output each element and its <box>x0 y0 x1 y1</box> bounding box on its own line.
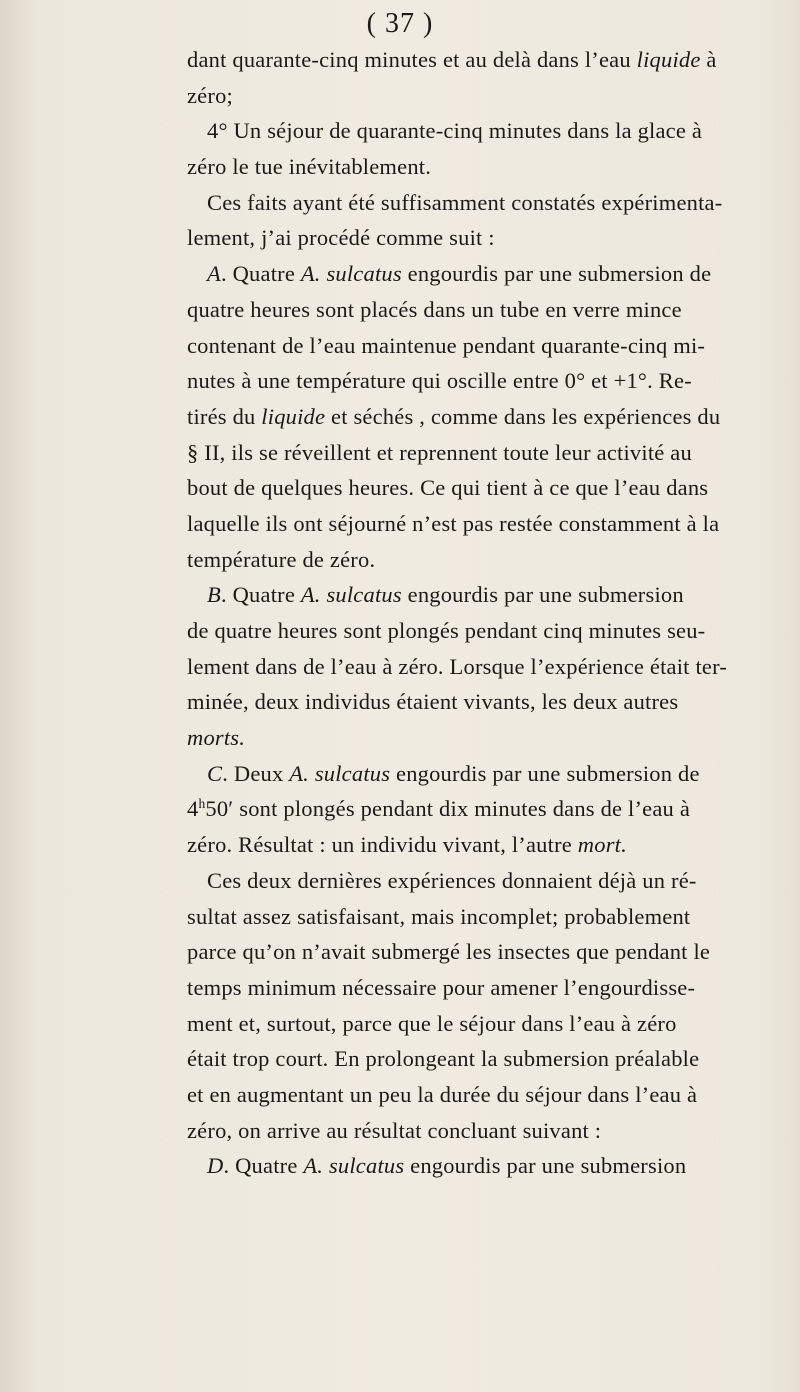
page-number: ( 37 ) <box>366 8 434 39</box>
text-line: C. Deux A. sulcatus engourdis par une submersion de <box>207 760 700 786</box>
text-line: A. Quatre A. sulcatus engourdis par une submersion de <box>207 261 712 287</box>
text-line: dant quarante-cinq minutes et au delà dans l’eau liquide à <box>187 47 717 72</box>
text-line: de quatre heures sont plongés pendant cinq minutes seu- <box>187 618 706 643</box>
text-line: Ces deux dernières expériences donnaient déjà un ré- <box>207 867 697 893</box>
text-line: morts. <box>187 725 246 751</box>
text-line: zéro. Résultat : un individu vivant, l’autre mort. <box>187 832 627 858</box>
text-line: D. Quatre A. sulcatus engourdis par une submersion <box>207 1153 687 1179</box>
text-line: ment et, surtout, parce que le séjour dans l’eau à zéro <box>187 1010 677 1036</box>
text-line: 4° Un séjour de quarante-cinq minutes dans la glace à <box>207 118 703 144</box>
text-line: laquelle ils ont séjourné n’est pas restée constamment à la <box>187 510 720 536</box>
text-line: température de zéro. <box>187 546 376 572</box>
text-line: B. Quatre A. sulcatus engourdis par une submersion <box>207 582 684 608</box>
text-line: § II, ils se réveillent et reprennent toute leur activité au <box>187 439 692 465</box>
text-line: Ces faits ayant été suffisamment constatés expérimenta- <box>207 189 723 215</box>
text-line: et en augmentant un peu la durée du séjour dans l’eau à <box>187 1081 698 1107</box>
text-line: était trop court. En prolongeant la submersion préalable <box>187 1046 700 1072</box>
text-line: temps minimum nécessaire pour amener l’engourdisse- <box>187 974 696 1000</box>
text-line: zéro le tue inévitablement. <box>187 154 432 180</box>
text-line: parce qu’on n’avait submergé les insectes que pendant le <box>187 939 711 965</box>
text-line: quatre heures sont placés dans un tube en verre mince <box>187 296 682 322</box>
text-line: zéro; <box>187 82 233 108</box>
text-line: zéro, on arrive au résultat concluant suivant : <box>187 1117 602 1143</box>
text-line: 4$^h$50′ sont plongés pendant dix minutes dans de l’eau à <box>187 796 691 822</box>
text-line: lement dans de l’eau à zéro. Lorsque l’expérience était ter- <box>187 653 728 679</box>
text-line: tirés du liquide et séchés , comme dans les expériences du <box>187 403 721 429</box>
text-line: minée, deux individus étaient vivants, les deux autres <box>187 689 679 715</box>
body-text <box>187 42 728 1184</box>
text-line: bout de quelques heures. Ce qui tient à ce que l’eau dans <box>187 475 709 501</box>
text-line: nutes à une température qui oscille entre 0° et +1°. Re- <box>187 368 692 394</box>
text-line: contenant de l’eau maintenue pendant quarante-cinq mi- <box>187 332 706 358</box>
text-line: lement, j’ai procédé comme suit : <box>187 225 495 251</box>
text-line: sultat assez satisfaisant, mais incomplet; probablement <box>187 903 691 929</box>
